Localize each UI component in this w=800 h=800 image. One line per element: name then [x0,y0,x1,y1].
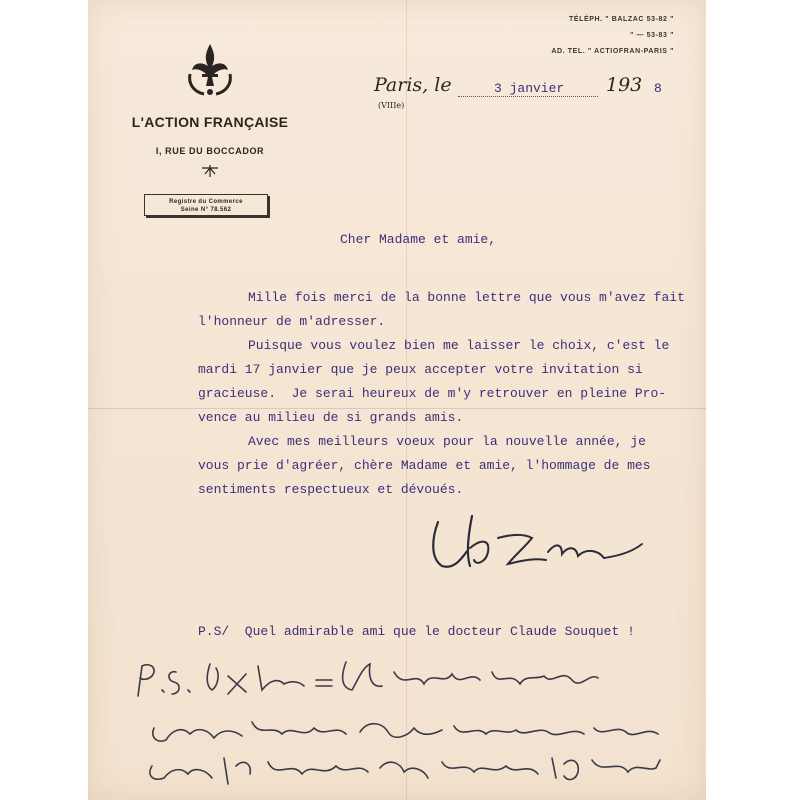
telephone-line-1: TÉLÉPH. " BALZAC 53-82 " [568,16,674,23]
salutation: Cher Madame et amie, [340,232,497,247]
year-suffix: 8 [654,81,662,96]
organization-address: I, RUE DU BOCCADOR [155,146,265,156]
registre-line-1: Registre du Commerce [169,199,243,205]
body-line-2: l'honneur de m'adresser. [198,314,386,329]
fleur-de-lis-emblem-icon [184,40,236,100]
handwritten-signature [428,508,648,578]
body-line-1: Mille fois merci de la bonne lettre que vous m'avez fait [248,290,685,305]
registre-line-2: Seine N° 78.562 [180,207,232,213]
telephone-line-2: " — 53-83 " [630,32,674,39]
body-line-6: vence au milieu de si grands amis. [198,410,464,425]
body-line-4: mardi 17 janvier que je peux accepter votre invitation si [198,362,643,377]
registre-du-commerce-box [144,194,268,216]
date-dotted-line [458,96,598,97]
year-prefix: 193 [606,74,643,96]
telegraph-address: AD. TEL. " ACTIOFRAN-PARIS " [551,48,674,55]
date-text: 3 janvier [494,81,565,96]
body-line-7: Avec mes meilleurs voeux pour la nouvelle année, je [248,434,646,449]
dateline-district: (VIIIe) [378,101,405,110]
body-line-5: gracieuse. Je serai heureux de m'y retrouver en pleine Pro- [198,386,667,401]
body-line-8: vous prie d'agréer, chère Madame et amie, l'hommage de mes [198,458,651,473]
dateline-place: Paris, le [374,74,452,96]
letter-paper [88,0,706,800]
body-line-3: Puisque vous voulez bien me laisser le choix, c'est le [248,338,670,353]
paper-fold-horizontal [88,408,706,409]
organization-name: L'ACTION FRANÇAISE [131,114,289,130]
postscript: P.S/ Quel admirable ami que le docteur Claude Souquet ! [198,624,635,639]
handwritten-postscript [132,650,702,790]
body-line-9: sentiments respectueux et dévoués. [198,482,464,497]
ornament-icon [200,164,220,178]
